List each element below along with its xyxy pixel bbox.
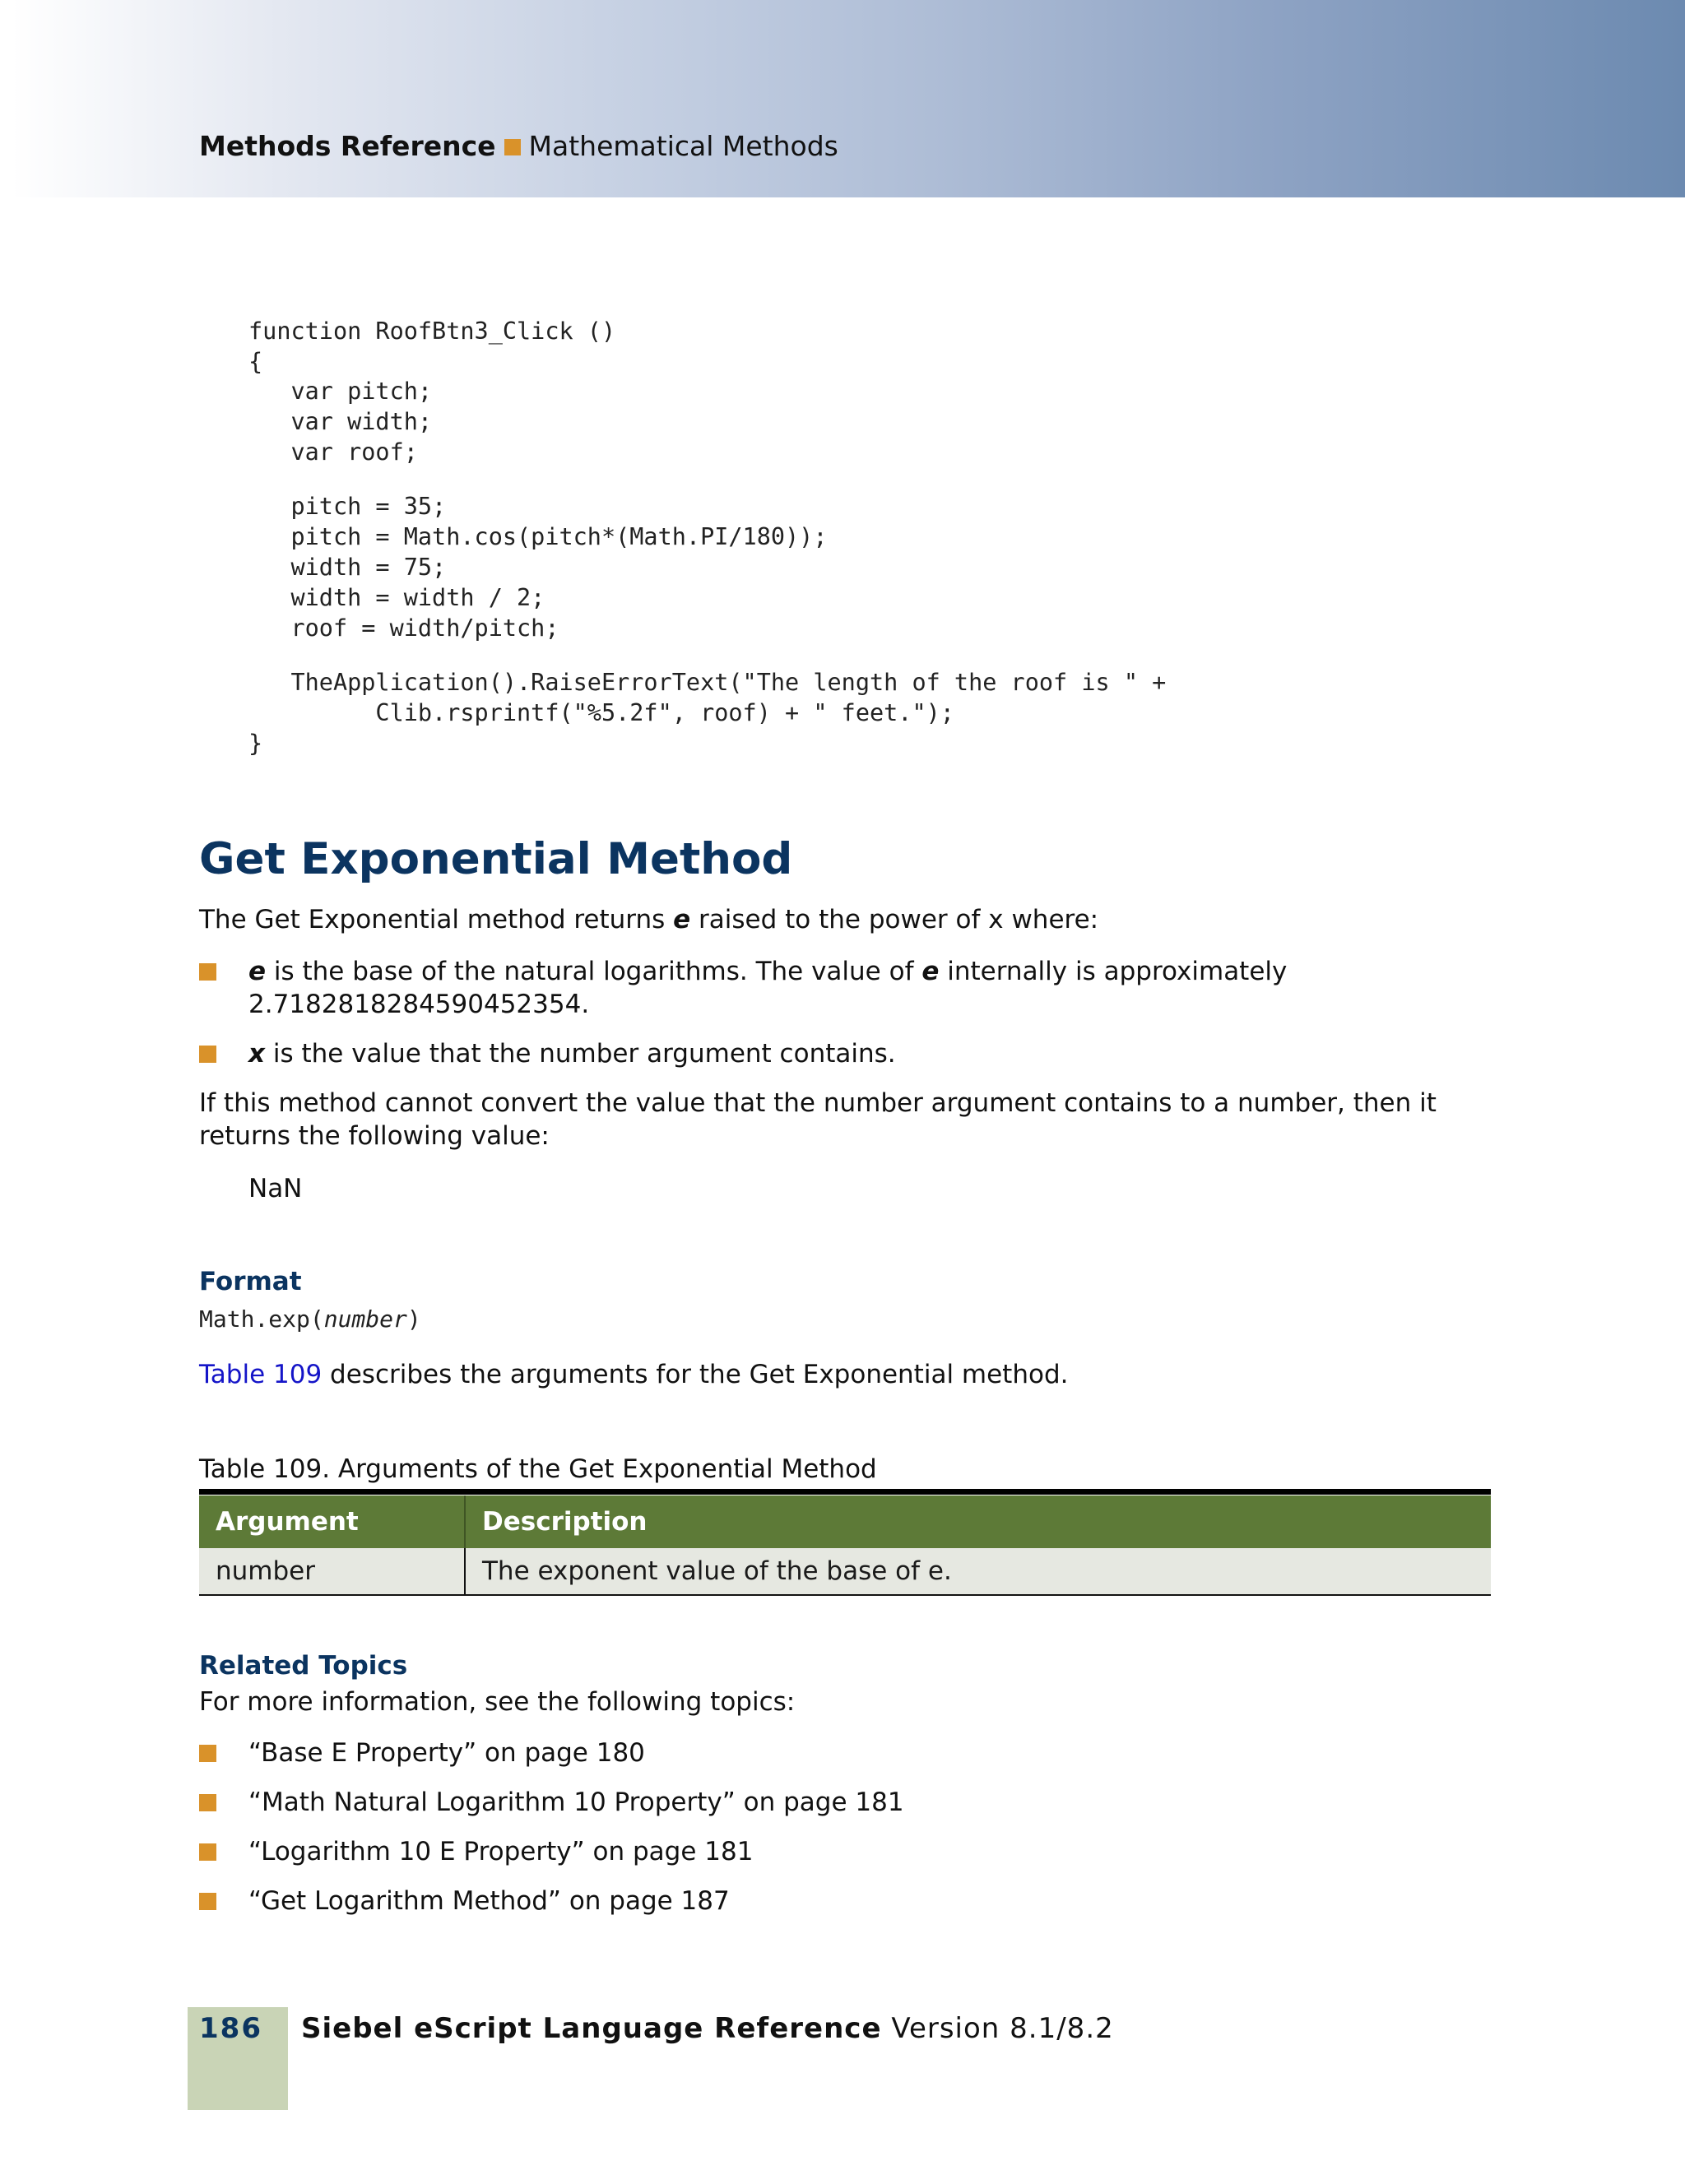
related-link-base-e[interactable]: “Base E Property” on page 180 [248,1738,645,1768]
header-band [12,0,1685,197]
code-line: width = width / 2; [248,584,545,611]
table-header-cell: Argument [216,1507,359,1537]
code-line: var width; [248,408,433,435]
section-title: Get Exponential Method [199,834,793,884]
bullet-icon [199,1893,216,1910]
table-row [199,1548,1491,1596]
format-code: Math.exp(number) [199,1305,421,1333]
code-line: { [248,348,263,375]
format-heading: Format [199,1267,302,1296]
table-reference-paragraph: Table 109 describes the arguments for the Get Exponential method. [199,1360,1069,1389]
related-link-get-logarithm[interactable]: “Get Logarithm Method” on page 187 [248,1886,730,1916]
bullet-icon [199,1843,216,1861]
page-number: 186 [199,2012,262,2045]
bullet-icon [199,1745,216,1762]
bullet-icon [199,1794,216,1811]
code-line: pitch = Math.cos(pitch*(Math.PI/180)); [248,523,828,550]
code-line: TheApplication().RaiseErrorText("The length of the roof is " + [248,669,1167,696]
related-link-log-10-e[interactable]: “Logarithm 10 E Property” on page 181 [248,1837,754,1866]
table-caption: Table 109. Arguments of the Get Exponential Method [199,1454,877,1484]
breadcrumb-separator-icon [504,139,521,155]
footer-book-title: Siebel eScript Language Reference Version 8.1/8.2 [301,2012,1114,2045]
table-cell: number [216,1556,315,1586]
related-link-math-natural-log-10[interactable]: “Math Natural Logarithm 10 Property” on page 181 [248,1788,904,1817]
table-109-link[interactable]: Table 109 [199,1360,323,1389]
code-line: width = 75; [248,554,447,581]
table-header-cell: Description [464,1495,1491,1548]
code-line: Clib.rsprintf("%5.2f", roof) + " feet."); [248,699,954,726]
intro-paragraph: The Get Exponential method returns e raised to the power of x where: [199,905,1099,934]
code-line: pitch = 35; [248,493,447,520]
code-line: roof = width/pitch; [248,614,559,642]
paragraph-line: If this method cannot convert the value that the number argument contains to a number, then it [199,1088,1437,1118]
nan-value: NaN [248,1174,303,1203]
table-header-row [199,1495,1491,1548]
bullet-icon [199,963,216,981]
breadcrumb-section: Methods Reference [199,130,496,162]
paragraph-line: returns the following value: [199,1121,550,1151]
code-line: var pitch; [248,378,433,405]
bullet-icon [199,1046,216,1063]
table-cell: The exponent value of the base of e. [464,1548,1491,1594]
related-topics-intro: For more information, see the following topics: [199,1687,796,1717]
breadcrumb-subsection: Mathematical Methods [528,130,838,162]
breadcrumb [199,128,838,165]
related-topics-heading: Related Topics [199,1651,408,1681]
table-top-rule [199,1489,1491,1495]
code-line: var roof; [248,438,418,466]
code-line: } [248,730,263,757]
code-line: function RoofBtn3_Click () [248,318,616,345]
